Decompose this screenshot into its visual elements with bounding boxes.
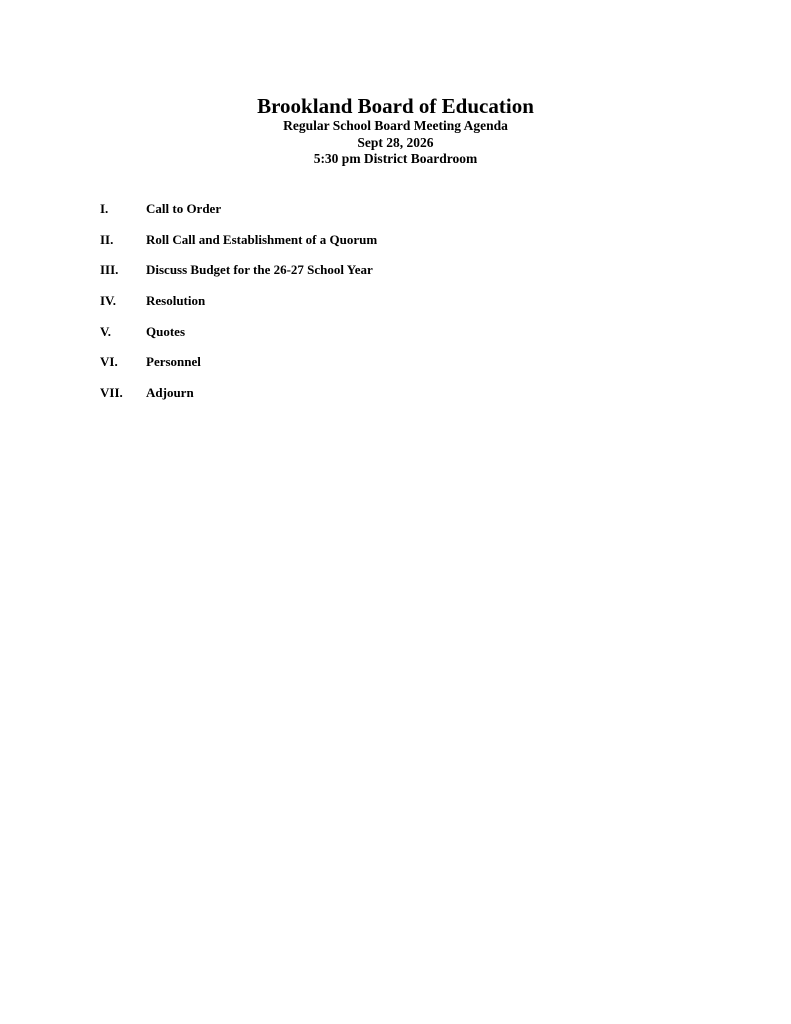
agenda-item-label: Adjourn [146, 385, 194, 401]
meeting-date: Sept 28, 2026 [357, 134, 434, 150]
agenda-item-label: Discuss Budget for the 26-27 School Year [146, 262, 373, 278]
agenda-item-number: VI. [100, 354, 118, 370]
agenda-item-number: II. [100, 231, 114, 247]
agenda-item [100, 232, 700, 263]
agenda-item-label: Personnel [146, 354, 201, 370]
meeting-time-location: 5:30 pm District Boardroom [313, 151, 478, 166]
agenda-item-number: VII. [100, 385, 123, 401]
agenda-item [100, 385, 700, 416]
agenda-item-label: Roll Call and Establishment of a Quorum [146, 231, 378, 247]
agenda-item-label: Quotes [146, 323, 185, 339]
document-header [0, 94, 791, 168]
agenda-item [100, 201, 700, 232]
agenda-item-number: V. [100, 323, 111, 339]
agenda-item [100, 354, 700, 385]
meeting-type: Regular School Board Meeting Agenda [283, 118, 508, 133]
agenda-item-number: III. [100, 262, 119, 278]
agenda-item [100, 324, 700, 355]
agenda-item-number: I. [100, 201, 109, 216]
document-title: Brookland Board of Education [257, 94, 534, 118]
agenda-item [100, 293, 700, 324]
agenda-item-number: IV. [100, 293, 117, 309]
agenda-item-label: Resolution [146, 293, 206, 309]
agenda-item [100, 262, 700, 293]
agenda-list [100, 201, 700, 416]
agenda-item-label: Call to Order [146, 201, 222, 216]
